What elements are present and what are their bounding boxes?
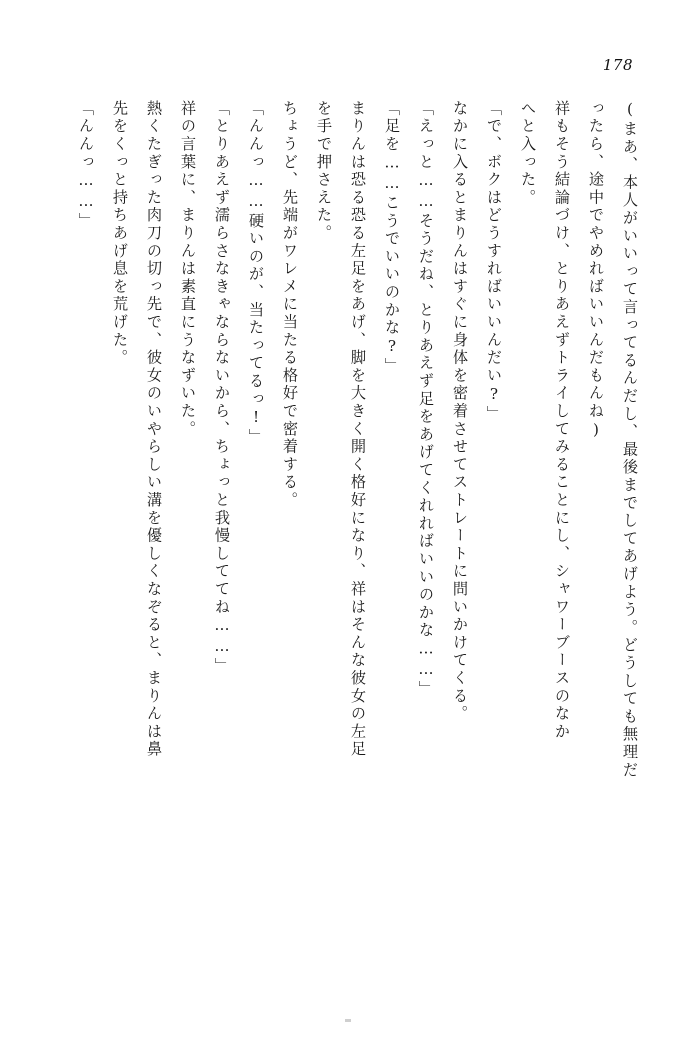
footer-mark xyxy=(345,1019,351,1022)
text-line: 先をくっと持ちあげ息を荒げた。 xyxy=(111,100,129,367)
page-number: 178 xyxy=(602,56,633,74)
text-line: へと入った。 xyxy=(519,100,537,207)
text-line: 祥の言葉に、まりんは素直にうなずいた。 xyxy=(179,100,197,439)
text-line: 祥もそう結論づけ、とりあえずトライしてみることにし、シャワーブースのなか xyxy=(553,100,571,741)
text-line: なかに入るとまりんはすぐに身体を密着させてストレートに問いかけてくる。 xyxy=(451,100,469,723)
text-line: まりんは恐る恐る左足をあげ、脚を大きく開く格好になり、祥はそんな彼女の左足 xyxy=(349,100,367,759)
body-text-block xyxy=(62,100,637,990)
text-line: (まあ、本人がいいって言ってるんだし、最後までしてあげよう。どうしても無理だ xyxy=(621,100,639,780)
text-line: を手で押さえた。 xyxy=(315,100,333,243)
text-line: 「んんっ……」 xyxy=(77,100,95,231)
text-line: ったら、途中でやめればいいんだもんね) xyxy=(587,100,605,441)
text-line: 「とりあえず濡らさなきゃならないから、ちょっと我慢しててね……」 xyxy=(213,100,231,676)
text-line: 「で、ボクはどうすればいいんだい?」 xyxy=(485,100,503,424)
text-line: 「足を……こうでいいのかな?」 xyxy=(383,100,401,376)
text-line: 「んんっ……硬いのが、当たってるっ!」 xyxy=(247,100,265,447)
text-line: 熱くたぎった肉刀の切っ先で、彼女のいやらしい溝を優しくなぞると、まりんは鼻 xyxy=(145,100,163,759)
text-line: ちょうど、先端がワレメに当たる格好で密着する。 xyxy=(281,100,299,510)
text-line: 「えっと……そうだね、とりあえず足をあげてくれればいいのかな……」 xyxy=(417,100,435,699)
